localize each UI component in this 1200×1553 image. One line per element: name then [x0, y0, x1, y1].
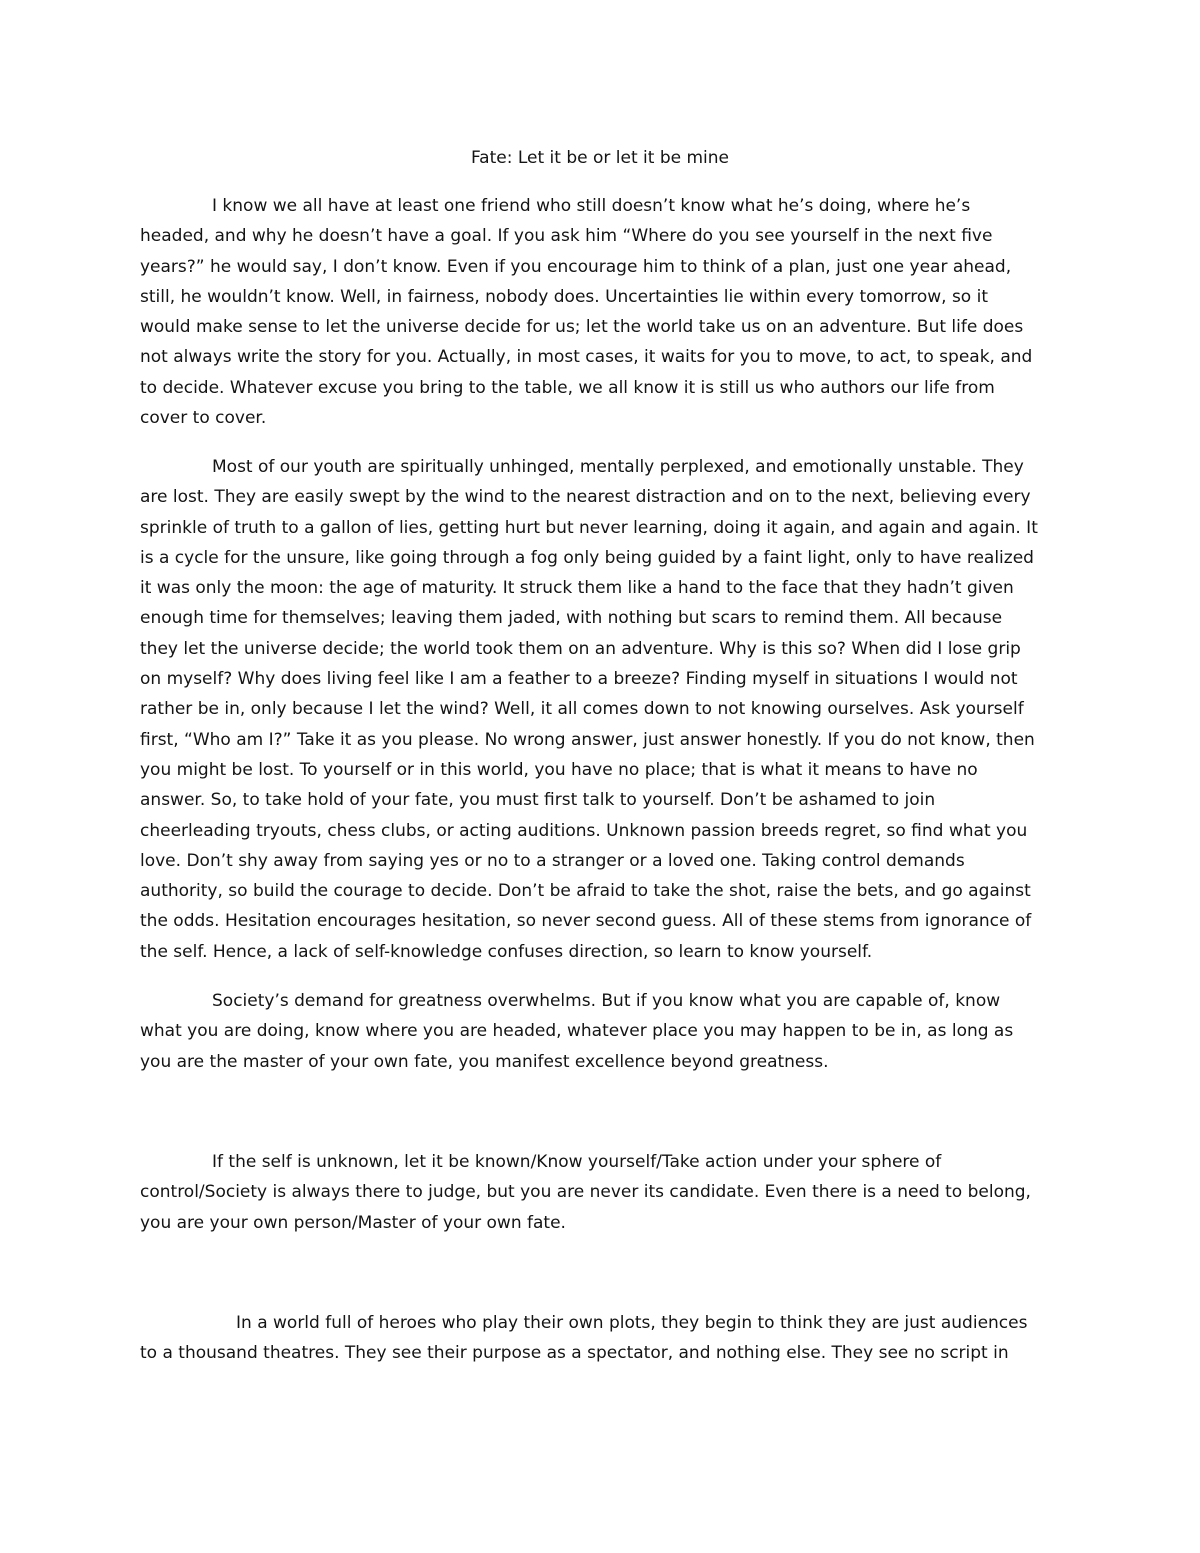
text-line: I know we all have at least one friend who still doesn’t know what he’s doing, where he’s — [212, 196, 971, 216]
text-line: it was only the moon: the age of maturity. It struck them like a hand to the face that they hadn’t given — [140, 578, 1014, 599]
text-line: to a thousand theatres. They see their purpose as a spectator, and nothing else. They see no script in — [140, 1343, 1009, 1364]
text-line: In a world full of heroes who play their own plots, they begin to think they are just audiences — [236, 1313, 1028, 1333]
text-line: you are the master of your own fate, you manifest excellence beyond greatness. — [140, 1051, 829, 1072]
text-line: years?” he would say, I don’t know. Even if you encourage him to think of a plan, just one year ahead, — [140, 256, 1012, 277]
text-line: headed, and why he doesn’t have a goal. If you ask him “Where do you see yourself in the next five — [140, 226, 993, 247]
text-line: on myself? Why does living feel like I am a feather to a breeze? Finding myself in situations I would not — [140, 669, 1018, 690]
text-line: the self. Hence, a lack of self-knowledge confuses direction, so learn to know yourself. — [140, 941, 873, 962]
text-line: to decide. Whatever excuse you bring to the table, we all know it is still us who authors our life from — [140, 377, 995, 398]
text-line: rather be in, only because I let the wind? Well, it all comes down to not knowing ourselves. Ask yourself — [140, 699, 1024, 720]
text-line: would make sense to let the universe decide for us; let the world take us on an adventure. But life does — [140, 317, 1024, 338]
document-title: Fate: Let it be or let it be mine — [470, 148, 730, 168]
text-line: first, “Who am I?” Take it as you please. No wrong answer, just answer honestly. If you do not know, then — [140, 729, 1035, 750]
paragraph-5 — [140, 1308, 1060, 1369]
paragraph-1 — [140, 191, 1060, 433]
text-line: they let the universe decide; the world took them on an adventure. Why is this so? When did I lose grip — [140, 638, 1021, 659]
paragraph-3 — [140, 986, 1060, 1077]
text-line: love. Don’t shy away from saying yes or no to a stranger or a loved one. Taking control demands — [140, 850, 965, 871]
text-line: still, he wouldn’t know. Well, in fairness, nobody does. Uncertainties lie within every tomorrow, so it — [140, 286, 988, 307]
text-line: If the self is unknown, let it be known/Know yourself/Take action under your sphere of — [212, 1152, 942, 1172]
text-line: authority, so build the courage to decide. Don’t be afraid to take the shot, raise the bets, and go against — [140, 881, 1031, 902]
text-line: are lost. They are easily swept by the wind to the nearest distraction and on to the next, believing every — [140, 487, 1031, 508]
paragraph-2 — [140, 452, 1060, 967]
text-line: answer. So, to take hold of your fate, you must first talk to yourself. Don’t be ashamed to join — [140, 790, 936, 811]
text-line: Society’s demand for greatness overwhelms. But if you know what you are capable of, know — [212, 991, 1001, 1011]
text-line: not always write the story for you. Actually, in most cases, it waits for you to move, to act, to speak, and — [140, 347, 1033, 368]
text-line: cheerleading tryouts, chess clubs, or acting auditions. Unknown passion breeds regret, so find what you — [140, 820, 1028, 841]
text-line: sprinkle of truth to a gallon of lies, getting hurt but never learning, doing it again, and again and again. It — [140, 517, 1038, 538]
text-line: what you are doing, know where you are headed, whatever place you may happen to be in, as long as — [140, 1021, 1014, 1042]
text-line: Most of our youth are spiritually unhinged, mentally perplexed, and emotionally unstable. They — [212, 457, 1024, 477]
paragraph-4 — [140, 1147, 1060, 1238]
text-line: is a cycle for the unsure, like going through a fog only being guided by a faint light, only to have realized — [140, 547, 1034, 568]
text-line: enough time for themselves; leaving them jaded, with nothing but scars to remind them. All because — [140, 608, 1003, 629]
text-line: the odds. Hesitation encourages hesitation, so never second guess. All of these stems from ignorance of — [140, 911, 1032, 932]
text-line: you are your own person/Master of your own fate. — [140, 1212, 566, 1233]
text-line: control/Society is always there to judge, but you are never its candidate. Even there is a need to belong, — [140, 1182, 1031, 1203]
text-line: you might be lost. To yourself or in this world, you have no place; that is what it means to have no — [140, 759, 978, 780]
text-line: cover to cover. — [140, 408, 267, 429]
